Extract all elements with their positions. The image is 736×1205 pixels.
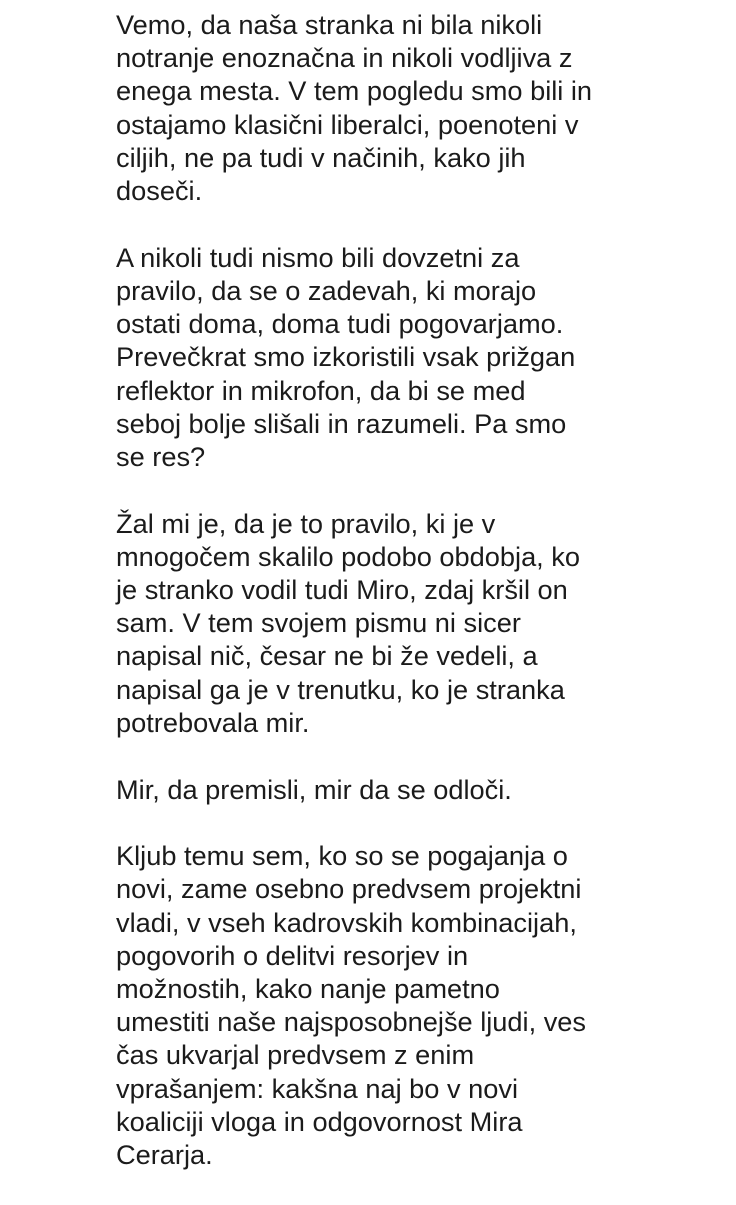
text-line: ciljih, ne pa tudi v načinih, kako jih (116, 141, 526, 173)
text-line: čas ukvarjal predvsem z enim (116, 1039, 475, 1071)
text-line: napisal nič, česar ne bi že vedeli, a (116, 640, 538, 672)
text-line: Prevečkrat smo izkoristili vsak prižgan (116, 341, 576, 373)
text-line: sam. V tem svojem pismu ni sicer (116, 607, 521, 639)
text-line: se res? (116, 440, 206, 472)
text-line: A nikoli tudi nismo bili dovzetni za (116, 241, 520, 273)
paragraph-1 (116, 8, 676, 207)
text-line: je stranko vodil tudi Miro, zdaj kršil on (116, 574, 568, 606)
text-line: potrebovala mir. (116, 706, 310, 738)
text-line: napisal ga je v trenutku, ko je stranka (116, 673, 565, 705)
text-line: vladi, v vseh kadrovskih kombinacijah, (116, 906, 577, 938)
paragraph-5 (116, 839, 676, 1171)
text-line: vprašanjem: kakšna naj bo v novi (116, 1072, 518, 1104)
text-line: ostajamo klasični liberalci, poenoteni v (116, 108, 579, 140)
text-line: Cerarja. (116, 1139, 213, 1171)
text-line: mnogočem skalilo podobo obdobja, ko (116, 540, 581, 572)
text-line: ostati doma, doma tudi pogovarjamo. (116, 308, 564, 340)
text-line: Kljub temu sem, ko so se pogajanja o (116, 840, 568, 872)
text-line: Mir, da premisli, mir da se odloči. (116, 773, 512, 805)
text-line: pravilo, da se o zadevah, ki morajo (116, 274, 537, 306)
paragraph-3 (116, 507, 676, 739)
text-line: umestiti naše najsposobnejše ljudi, ves (116, 1006, 587, 1038)
paragraph-4 (116, 773, 676, 806)
text-line: Vemo, da naša stranka ni bila nikoli (116, 9, 543, 40)
text-line: pogovorih o delitvi resorjev in (116, 939, 469, 971)
text-line: doseči. (116, 175, 203, 207)
text-line: notranje enoznačna in nikoli vodljiva z (116, 42, 573, 74)
text-line: možnostih, kako nanje pametno (116, 973, 500, 1005)
text-line: seboj bolje slišali in razumeli. Pa smo (116, 407, 567, 439)
text-line: enega mesta. V tem pogledu smo bili in (116, 75, 593, 107)
document-text (116, 8, 676, 1205)
text-line: Žal mi je, da je to pravilo, ki je v (116, 507, 496, 539)
paragraph-2 (116, 241, 676, 473)
text-line: novi, zame osebno predvsem projektni (116, 873, 582, 905)
text-line: reflektor in mikrofon, da bi se med (116, 374, 526, 406)
text-line: koaliciji vloga in odgovornost Mira (116, 1105, 523, 1137)
